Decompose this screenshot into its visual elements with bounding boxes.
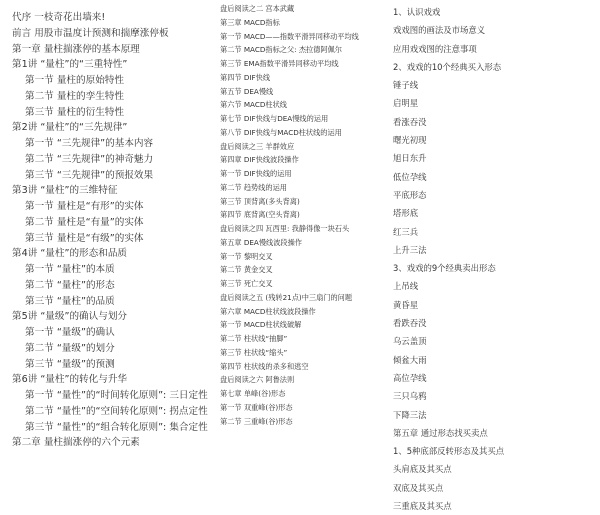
toc-column-right [393,3,600,515]
toc-section-entry[interactable]: 低位孕线 [393,171,427,182]
toc-section-entry[interactable]: 启明星 [393,98,419,109]
toc-section-entry[interactable]: 第三节 “量柱”的品质 [25,295,115,307]
toc-section-entry[interactable]: 倾盆大雨 [393,354,427,365]
toc-chapter-entry[interactable]: 第1讲 “量柱”的“三重特性” [12,59,128,71]
toc-section-entry[interactable]: 锤子线 [393,80,419,91]
toc-chapter-entry[interactable]: 代序 一枝奇花出墙来! [12,12,106,23]
toc-section-entry[interactable]: 第一节 “量柱”的本质 [25,264,115,275]
toc-section-entry[interactable]: 第二节 量柱的孪生特性 [25,90,124,102]
toc-chapter-entry[interactable]: 第五章 通过形态找买卖点 [393,427,488,438]
toc-section-entry[interactable]: 三只乌鸦 [393,391,427,402]
toc-section-entry[interactable]: 第二节 “三先规律”的神奇魅力 [25,153,154,165]
toc-section-entry[interactable]: 第七节 DIF快线与DEA慢线的运用 [220,114,329,123]
toc-section-entry[interactable]: 第六节 MACD柱状线 [220,100,287,110]
toc-chapter-entry[interactable]: 第3讲 “量柱”的三维特征 [12,185,118,197]
toc-section-entry[interactable]: 第三节 柱状线“缩头” [220,347,288,357]
toc-section-entry[interactable]: 双底及其买点 [393,482,444,493]
toc-section-entry[interactable]: 第三节 “量级”的预测 [25,358,115,370]
toc-section-entry[interactable]: 塔形底 [393,208,419,219]
toc-chapter-entry[interactable]: 应用戏戏图的注意事项 [393,43,477,54]
toc-section-entry[interactable]: 第一节 MACD柱状线破解 [220,320,302,330]
toc-chapter-entry[interactable]: 2、戏戏的10个经典买入形态 [393,61,502,72]
toc-section-entry[interactable]: 第二节 MACD指标之父: 杰拉德阿佩尔 [220,45,342,55]
toc-section-entry[interactable]: 高位孕线 [393,372,427,383]
toc-chapter-entry[interactable]: 第6讲 “量柱”的转化与升华 [12,374,128,386]
toc-list [220,2,390,428]
toc-section-entry[interactable]: 第二节 量柱是“有量”的实体 [25,216,144,228]
toc-section-entry[interactable]: 第二节 “量柱”的形态 [25,279,115,291]
toc-section-entry[interactable]: 第二节 趋势线的运用 [220,182,287,192]
toc-section-entry[interactable]: 第二节 “量性”的“空间转化原则”: 拐点定性 [25,405,208,417]
toc-section-entry[interactable]: 第八节 DIF快线与MACD柱状线的运用 [220,127,342,137]
toc-chapter-entry[interactable]: 第二章 量柱揣涨停的六个元素 [12,437,140,449]
toc-chapter-entry[interactable]: 1、认识戏戏 [393,7,441,17]
toc-section-entry[interactable]: 第三节 量柱的衍生特性 [25,106,124,118]
toc-section-entry[interactable]: 第三节 EMA指数平滑异同移动平均线 [220,59,339,68]
toc-chapter-entry[interactable]: 3、戏戏的9个经典卖出形态 [393,263,496,274]
toc-section-entry[interactable]: 黄昏星 [393,299,419,310]
toc-chapter-entry[interactable]: 第4讲 “量柱”的形态和品质 [12,248,128,260]
toc-section-entry[interactable]: 第一节 MACD——指数平滑异同移动平均线 [220,31,359,41]
toc-chapter-entry[interactable]: 戏戏图的画法及市场意义 [393,25,486,36]
toc-chapter-entry[interactable]: 第2讲 “量柱”的“三先规律” [12,122,128,134]
toc-chapter-entry[interactable]: 1、5种底部反转形态及其买点 [393,446,505,457]
toc-chapter-entry[interactable]: 前言 用股市温度计预测和揣摩涨停板 [12,27,169,39]
toc-section-entry[interactable]: 第五节 DEA慢线 [220,86,274,96]
toc-section-entry[interactable]: 看跌吞没 [393,318,427,329]
toc-chapter-entry[interactable]: 盘后阅读之五 (残转21点)中三扇门的问题 [220,292,353,302]
toc-section-entry[interactable]: 第二节 黄金交叉 [220,265,273,275]
toc-section-entry[interactable]: 上升三法 [393,244,427,255]
toc-section-entry[interactable]: 红三兵 [393,226,419,237]
toc-section-entry[interactable]: 第一节 双重峰(谷)形态 [220,402,293,412]
toc-section-entry[interactable]: 第一节 量柱的原始特性 [25,75,124,86]
toc-chapter-entry[interactable]: 盘后阅读之四 瓦西里: 我静得像一块石头 [220,224,350,233]
toc-section-entry[interactable]: 第一节 黎明交叉 [220,251,273,261]
toc-section-entry[interactable]: 三重底及其买点 [393,501,452,512]
toc-section-entry[interactable]: 第一节 “三先规律”的基本内容 [25,138,154,149]
toc-chapter-entry[interactable]: 第三章 MACD指标 [220,17,280,27]
toc-section-entry[interactable]: 头肩底及其买点 [393,464,452,475]
toc-chapter-entry[interactable]: 第五章 DEA慢线波段操作 [220,237,302,247]
toc-section-entry[interactable]: 第一节 DIF快线的运用 [220,169,292,178]
toc-chapter-entry[interactable]: 第四章 DIF快线波段操作 [220,155,299,165]
toc-section-entry[interactable]: 第三节 “量性”的“组合转化原则”: 集合定性 [25,421,208,433]
toc-section-entry[interactable]: 乌云盖顶 [393,336,427,347]
toc-section-entry[interactable]: 第四节 DIF快线 [220,72,271,82]
toc-section-entry[interactable]: 第四节 底背离(空头背离) [220,210,300,220]
toc-section-entry[interactable]: 曙光初现 [393,135,427,146]
toc-section-entry[interactable]: 第二节 “量级”的划分 [25,342,115,354]
toc-section-entry[interactable]: 上吊线 [393,281,419,292]
toc-section-entry[interactable]: 第三节 量柱是“有级”的实体 [25,232,144,244]
toc-chapter-entry[interactable]: 盘后阅读之三 羊群效应 [220,141,295,151]
toc-section-entry[interactable]: 第三节 “三先规律”的预报效果 [25,169,154,181]
toc-section-entry[interactable]: 下降三法 [393,409,427,420]
toc-section-entry[interactable]: 第二节 柱状线“抽脚” [220,334,288,343]
toc-chapter-entry[interactable]: 第5讲 “量级”的确认与划分 [12,311,128,323]
toc-list [393,3,600,515]
toc-section-entry[interactable]: 第四节 柱状线的杀多和逃空 [220,361,309,371]
toc-section-entry[interactable]: 平底形态 [393,189,427,200]
toc-section-entry[interactable]: 第一节 量柱是“有形”的实体 [25,201,144,212]
toc-section-entry[interactable]: 旭日东升 [393,153,427,164]
toc-section-entry[interactable]: 第一节 “量级”的确认 [25,327,115,338]
toc-chapter-entry[interactable]: 第一章 量柱揣涨停的基本原理 [12,43,140,55]
toc-section-entry[interactable]: 第三节 死亡交叉 [220,279,273,288]
toc-list [0,10,218,451]
toc-chapter-entry[interactable]: 盘后阅读之二 宫本武藏 [220,4,295,13]
toc-chapter-entry[interactable]: 盘后阅读之六 阿鲁法则 [220,375,295,385]
toc-section-entry[interactable]: 看涨吞没 [393,116,427,127]
toc-chapter-entry[interactable]: 第七章 单峰(谷)形态 [220,389,286,398]
toc-chapter-entry[interactable]: 第六章 MACD柱状线波段操作 [220,306,316,316]
toc-section-entry[interactable]: 第一节 “量性”的“时间转化原则”: 三日定性 [25,390,208,401]
toc-column-middle [220,2,390,428]
toc-section-entry[interactable]: 第三节 顶背离(多头背离) [220,196,300,206]
toc-section-entry[interactable]: 第二节 三重峰(谷)形态 [220,416,293,426]
toc-column-left [0,10,218,451]
